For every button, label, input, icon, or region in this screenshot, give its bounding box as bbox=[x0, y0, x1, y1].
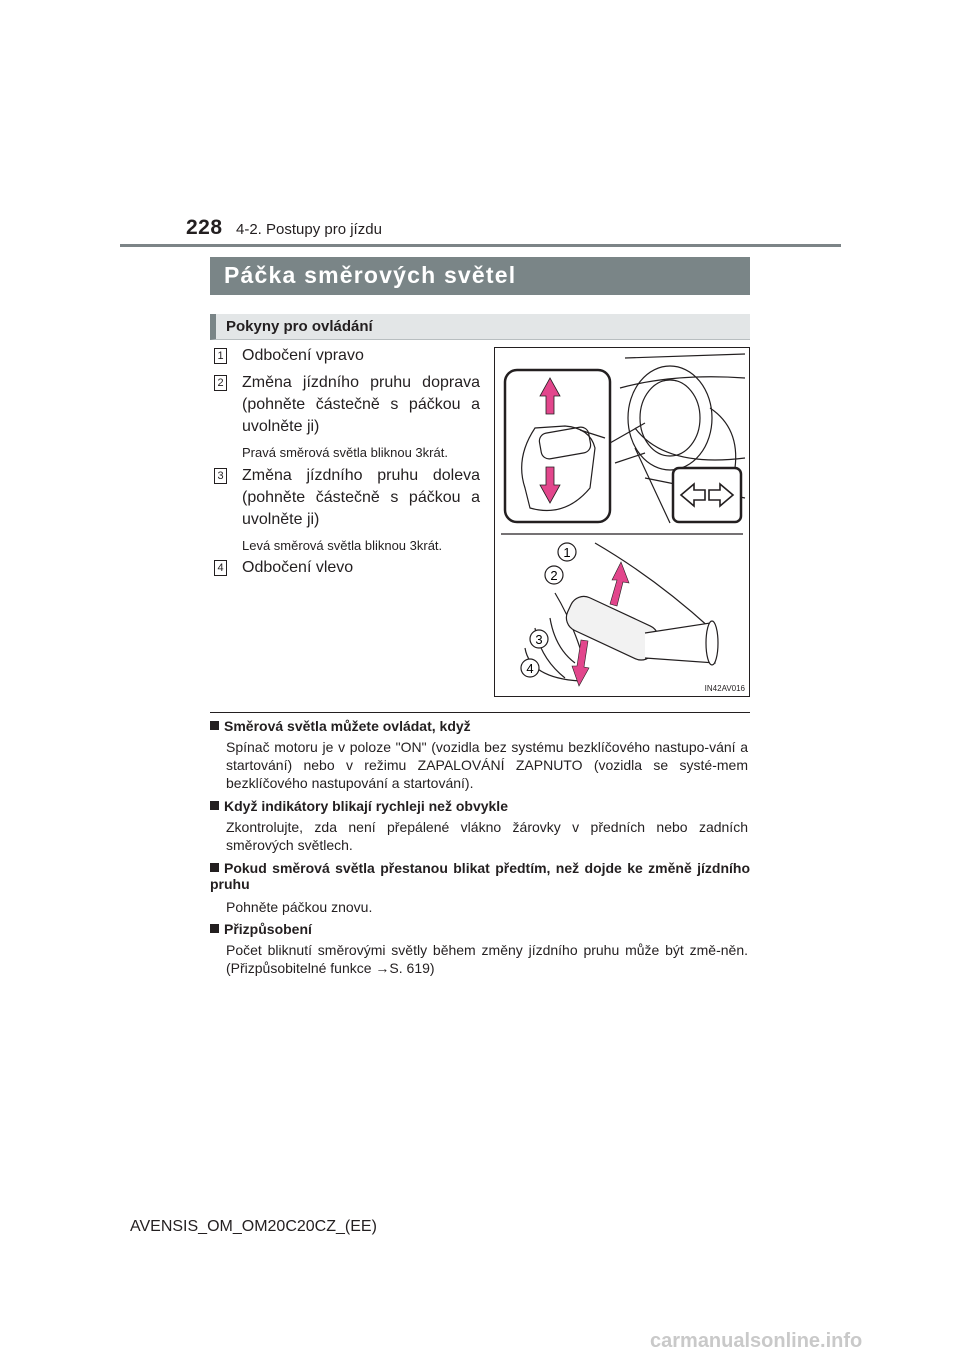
section-subtitle: Pokyny pro ovládání bbox=[210, 314, 750, 340]
callout-4 bbox=[521, 659, 539, 677]
step-note-3: Levá směrová světla bliknou 3krát. bbox=[242, 538, 443, 553]
section-label: 4-2. Postupy pro jízdu bbox=[236, 221, 382, 238]
step-note-2: Pravá směrová světla bliknou 3krát. bbox=[242, 445, 448, 460]
callout-1-label: 1 bbox=[563, 545, 571, 560]
page-number: 228 bbox=[186, 216, 223, 239]
callout-2-label: 2 bbox=[550, 568, 558, 583]
notes-divider bbox=[210, 712, 750, 713]
note-body-3: Pohněte páčkou znovu. bbox=[226, 899, 373, 915]
step-number-2: 2 bbox=[214, 375, 227, 391]
note-heading-3: Pokud směrová světla přestanou blikat předtím, než dojde ke změně jízdního pruhu bbox=[210, 860, 750, 892]
step-text-2: Změna jízdního pruhu doprava (pohněte částečně s páčkou a uvolněte ji) bbox=[242, 374, 480, 435]
callout-1 bbox=[558, 543, 576, 561]
step-text-1: Odbočení vpravo bbox=[242, 347, 364, 364]
note-body-2: Zkontrolujte, zda není přepálené vlákno žárovky v předních nebo zadních směrových světlech. bbox=[226, 819, 748, 853]
step-text-4: Odbočení vlevo bbox=[242, 559, 354, 576]
callout-3 bbox=[530, 630, 548, 648]
illustration-code: IN42AV016 bbox=[704, 684, 745, 693]
square-bullet-icon bbox=[210, 924, 219, 933]
step-number-3: 3 bbox=[214, 468, 227, 484]
step-number-1: 1 bbox=[214, 348, 227, 364]
callout-2 bbox=[545, 566, 563, 584]
note-heading-2: Když indikátory blikají rychleji než obvykle bbox=[210, 798, 508, 814]
document-code-footer: AVENSIS_OM_OM20C20CZ_(EE) bbox=[130, 1218, 377, 1235]
note-heading-4: Přizpůsobení bbox=[210, 921, 312, 937]
note-body-1: Spínač motoru je v poloze "ON" (vozidla bez systému bezklíčového nastupo-vání a startování) nebo v režimu ZAPALOVÁNÍ ZAPNUTO (vozidla se systé-mem bezklíčového nastupování a startování). bbox=[226, 739, 748, 791]
callout-4-label: 4 bbox=[526, 661, 534, 676]
page-title: Páčka směrových světel bbox=[210, 257, 750, 295]
square-bullet-icon bbox=[210, 721, 219, 730]
square-bullet-icon bbox=[210, 863, 219, 872]
note-body-4: Počet bliknutí směrovými světly během změny jízdního pruhu může být změ-něn. (Přizpůsobitelné funkce →S. 619) bbox=[226, 942, 748, 976]
step-text-3: Změna jízdního pruhu doleva (pohněte částečně s páčkou a uvolněte ji) bbox=[242, 467, 480, 528]
header-rule bbox=[120, 244, 841, 247]
callout-3-label: 3 bbox=[535, 632, 543, 647]
step-number-4: 4 bbox=[214, 560, 227, 576]
note-heading-1: Směrová světla můžete ovládat, když bbox=[210, 718, 471, 734]
square-bullet-icon bbox=[210, 801, 219, 810]
watermark: carmanualsonline.info bbox=[650, 1330, 863, 1352]
lever-diagram bbox=[495, 348, 749, 696]
turn-signal-illustration bbox=[494, 347, 750, 697]
